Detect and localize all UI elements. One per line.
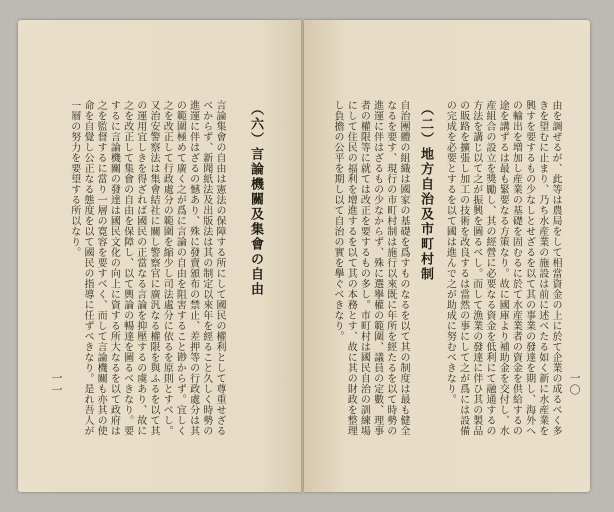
right-section-heading: （二）地方自治及市町村制 bbox=[418, 102, 433, 282]
right-page bbox=[304, 20, 590, 492]
right-section-one-body: 由を調ぜるが、此等は農局をして相當資金の上に於て企業の成るべく多きを望むに止まり、乃ち水産業の施設は前に述べたる如く新に水産業を興すを要するもの少なしとせざるを以て其の事業の發達を期し、海外への輸出を増加し産業の基礎を固むるに於て水産業者の資金を供給するの途を講ずるは最も緊要なる方策なり。故に國庫より補助金を交付し、水産組合の設立を獎勵し、其の經營に必要なる資金を低利にて融通するの方法を講じ以て之が振興を圖るべし。而して漁業の發達に伴ひ其の製品の販路を擴張し加工の技術を改良するは當然の事にして之が爲には設備の完成を必要とするを以て國は進んで之が助成に努むべきなり。 bbox=[444, 100, 561, 436]
left-page-continued-text bbox=[268, 100, 288, 445]
left-page-number: 一一 bbox=[50, 372, 63, 396]
left-section-body: 言論集會の自由は憲法の保障する所にして國民の權利として尊重せざるべからず、新聞紙法及出版法は其の制定以來年を經ること久しく時勢の進運に伴はざるの憾あり、殊に發賣頒布の禁止、差押等の行政處分は其の範圍極めて廣く之が爲に言論の自由を阻害すること尠からず。宜しく之を改正して行政處分の範圍を縮少し司法處分に依るを原則とすべし。又治安警察法は集會結社に關し警察官に廣汎なる權限を與ふるを以て其の運用宜しきを得ざれば國民の正當なる言論を抑壓するの虞あり、故に之を改正して集會の自由を保障し、以て輿論の暢達を圖るべきなり。要するに言論機關の發達は國民文化の向上に資する所大なるを以て政府は之を監督するに當り一層の寛容を要すべく、而して言論機關も亦其の使命を自覺し公正なる態度を以て國民の指導に任ずべきなり。是れ吾人が一層の努力を要望する所以なり。 bbox=[68, 100, 225, 436]
right-page-number: 一〇 bbox=[568, 372, 581, 396]
left-section-heading: （六）言論機關及集會の自由 bbox=[248, 102, 263, 297]
right-section-two-body: 自治團體の組織は國家の基礎を爲すものなるを以て其の制度は最も健全なるを要す、現行の市町村制は施行以來既に年所を經たるを以て時勢の進運に伴はざるもの少なからず、殊に選擧權の範圍、議員の定數、理事者の權限等に就ては改正を要するもの多し。市町村は國民自治の訓練場にして住民の福利を增進するを以て其の本務とす、故に其の財政を整理し負擔の公平を期し以て自治の實を擧ぐべきなり。 bbox=[331, 100, 409, 436]
left-page bbox=[18, 20, 302, 492]
open-book bbox=[18, 20, 590, 492]
